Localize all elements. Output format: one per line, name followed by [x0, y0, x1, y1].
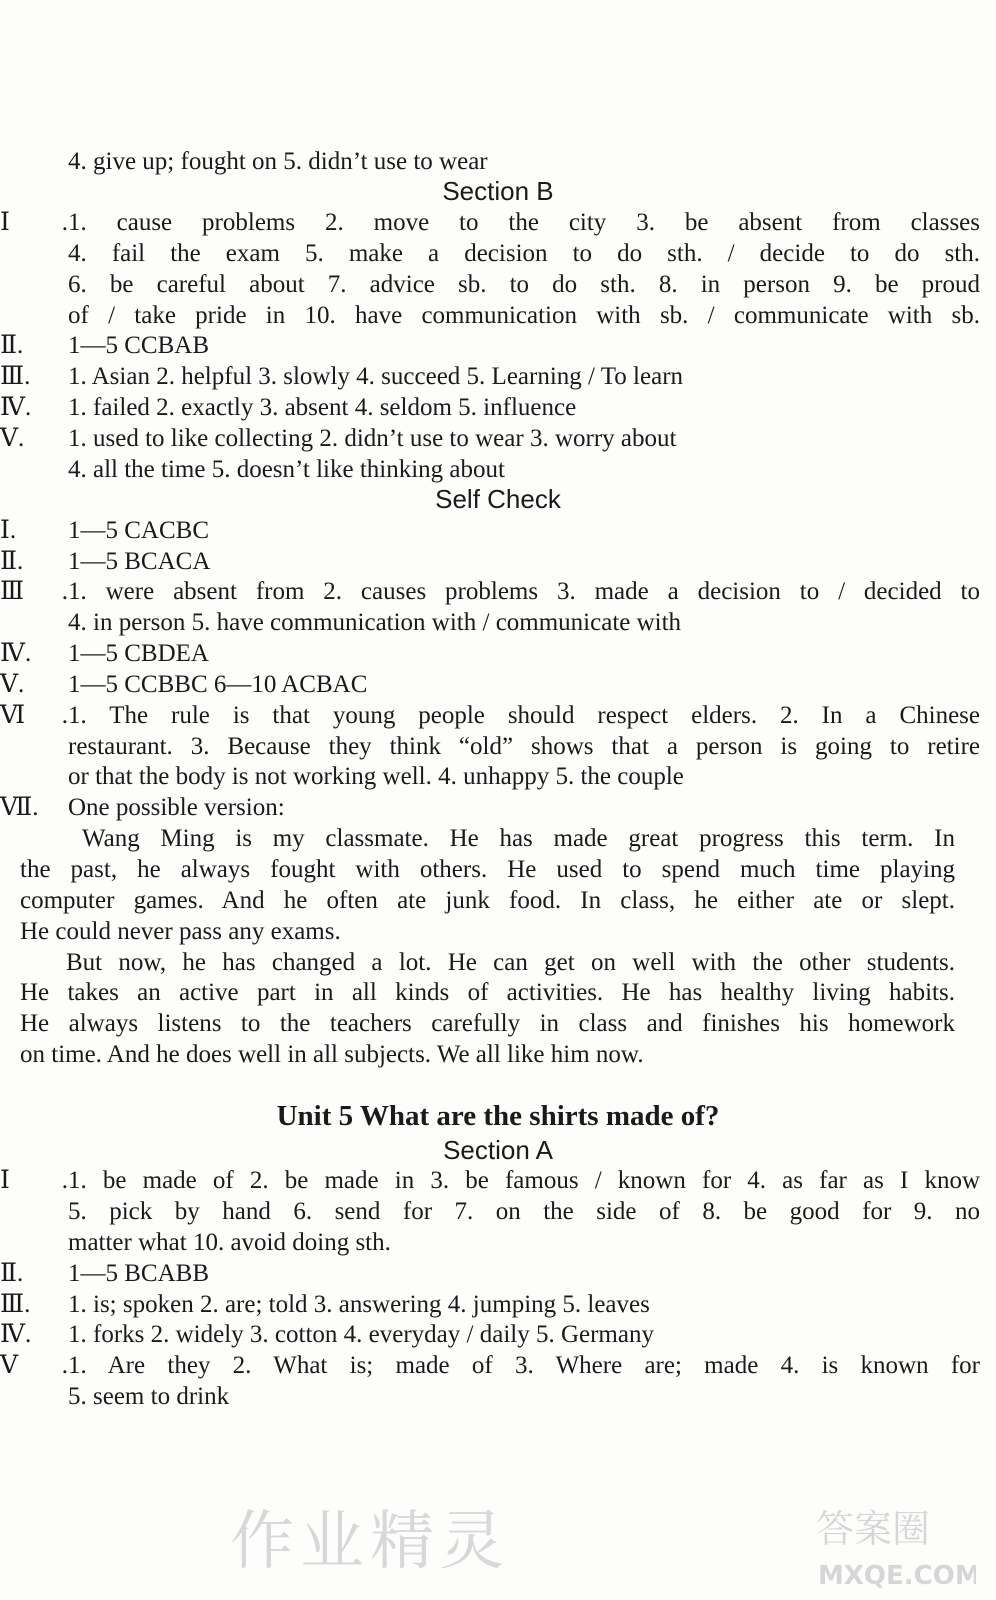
roman-numeral: Ⅰ. [0, 209, 68, 236]
essay-line: computer games. And he often ate junk food. In class, he either ate or slept. [20, 887, 955, 914]
roman-numeral: Ⅱ. [0, 332, 24, 359]
essay-line: He always listens to the teachers carefully in class and finishes his homework [20, 1010, 955, 1037]
essay-line: But now, he has changed a lot. He can get on well with the other students. [66, 949, 955, 976]
answer-line: Ⅳ. 1—5 CBDEA [0, 640, 209, 667]
roman-numeral: Ⅱ. [0, 1260, 24, 1287]
answer-line: matter what 10. avoid doing sth. [68, 1229, 391, 1256]
answer-line: Ⅰ. 1. be made of 2. be made in 3. be famous / known for 4. as far as I know [0, 1167, 980, 1194]
roman-numeral: Ⅴ. [0, 671, 25, 698]
answer-line: of / take pride in 10. have communication with sb. / communicate with sb. [68, 302, 980, 329]
essay-line: He takes an active part in all kinds of activities. He has healthy living habits. [20, 979, 955, 1006]
roman-numeral: Ⅰ. [0, 517, 17, 544]
answer-line: Ⅰ. 1—5 CACBC [0, 517, 210, 544]
answer-line: Ⅰ. 1. cause problems 2. move to the city 3. be absent from classes [0, 209, 980, 236]
answer-line: 6. be careful about 7. advice sb. to do sth. 8. in person 9. be proud [68, 271, 980, 298]
watermark-left: 作业精灵 [230, 1505, 510, 1579]
answer-line: 4. give up; fought on 5. didn’t use to wear [68, 148, 488, 175]
answer-line: Ⅲ. 1. is; spoken 2. are; told 3. answering 4. jumping 5. leaves [0, 1291, 650, 1318]
roman-numeral: Ⅶ. [0, 794, 39, 821]
answer-line: Ⅴ. 1. Are they 2. What is; made of 3. Where are; made 4. is known for [0, 1352, 980, 1379]
answer-line: Ⅲ. 1. were absent from 2. causes problems 3. made a decision to / decided to [0, 578, 980, 605]
answer-line: Ⅲ. 1. Asian 2. helpful 3. slowly 4. succeed 5. Learning / To learn [0, 363, 684, 390]
roman-numeral: Ⅵ. [0, 702, 68, 729]
roman-numeral: Ⅱ. [0, 548, 24, 575]
answer-line: Ⅱ. 1—5 BCACA [0, 548, 211, 575]
answer-line: Ⅴ. 1—5 CCBBC 6—10 ACBAC [0, 671, 368, 698]
watermark-logo-text: 答案圈 [816, 1507, 931, 1551]
essay-line: the past, he always fought with others. He used to spend much time playing [20, 856, 955, 883]
answer-line: Ⅵ. 1. The rule is that young people should respect elders. 2. In a Chinese [0, 702, 980, 729]
essay-line: on time. And he does well in all subjects. We all like him now. [20, 1041, 644, 1068]
answer-line: 4. in person 5. have communication with / communicate with [68, 609, 682, 636]
roman-numeral: Ⅳ. [0, 640, 32, 667]
answer-line: 5. pick by hand 6. send for 7. on the side of 8. be good for 9. no [68, 1198, 980, 1225]
roman-numeral: Ⅲ. [0, 1291, 31, 1318]
answer-line: Ⅱ. 1—5 BCABB [0, 1260, 210, 1287]
watermark-logo-icon [806, 1500, 976, 1590]
roman-numeral: Ⅲ. [0, 578, 68, 605]
answer-line: 4. fail the exam 5. make a decision to do sth. / decide to do sth. [68, 240, 980, 267]
answer-line: restaurant. 3. Because they think “old” shows that a person is going to retire [68, 733, 980, 760]
section-heading: Self Check [435, 484, 561, 514]
watermark-right [806, 1500, 976, 1590]
roman-numeral: Ⅴ. [0, 425, 25, 452]
roman-numeral: Ⅳ. [0, 1321, 32, 1348]
essay-line: Wang Ming is my classmate. He has made great progress this term. In [82, 825, 955, 852]
roman-numeral: Ⅳ. [0, 394, 32, 421]
answer-line: 5. seem to drink [68, 1383, 230, 1410]
answer-line: or that the body is not working well. 4. unhappy 5. the couple [68, 763, 684, 790]
roman-numeral: Ⅴ. [0, 1352, 68, 1379]
answer-line: Ⅳ. 1. forks 2. widely 3. cotton 4. everyday / daily 5. Germany [0, 1321, 654, 1348]
watermark-url-text: MXQE.COM [818, 1561, 976, 1590]
answer-line: 4. all the time 5. doesn’t like thinking about [68, 456, 505, 483]
section-heading: Section B [442, 176, 554, 206]
section-heading: Section A [443, 1135, 553, 1165]
essay-line: He could never pass any exams. [20, 918, 341, 945]
unit-title: Unit 5 What are the shirts made of? [276, 1100, 720, 1132]
answer-line: Ⅴ. 1. used to like collecting 2. didn’t use to wear 3. worry about [0, 425, 677, 452]
roman-numeral: Ⅲ. [0, 363, 31, 390]
roman-numeral: Ⅰ. [0, 1167, 68, 1194]
answer-line: Ⅱ. 1—5 CCBAB [0, 332, 210, 359]
answer-line: Ⅳ. 1. failed 2. exactly 3. absent 4. seldom 5. influence [0, 394, 577, 421]
answer-line: Ⅶ. One possible version: [0, 794, 285, 821]
